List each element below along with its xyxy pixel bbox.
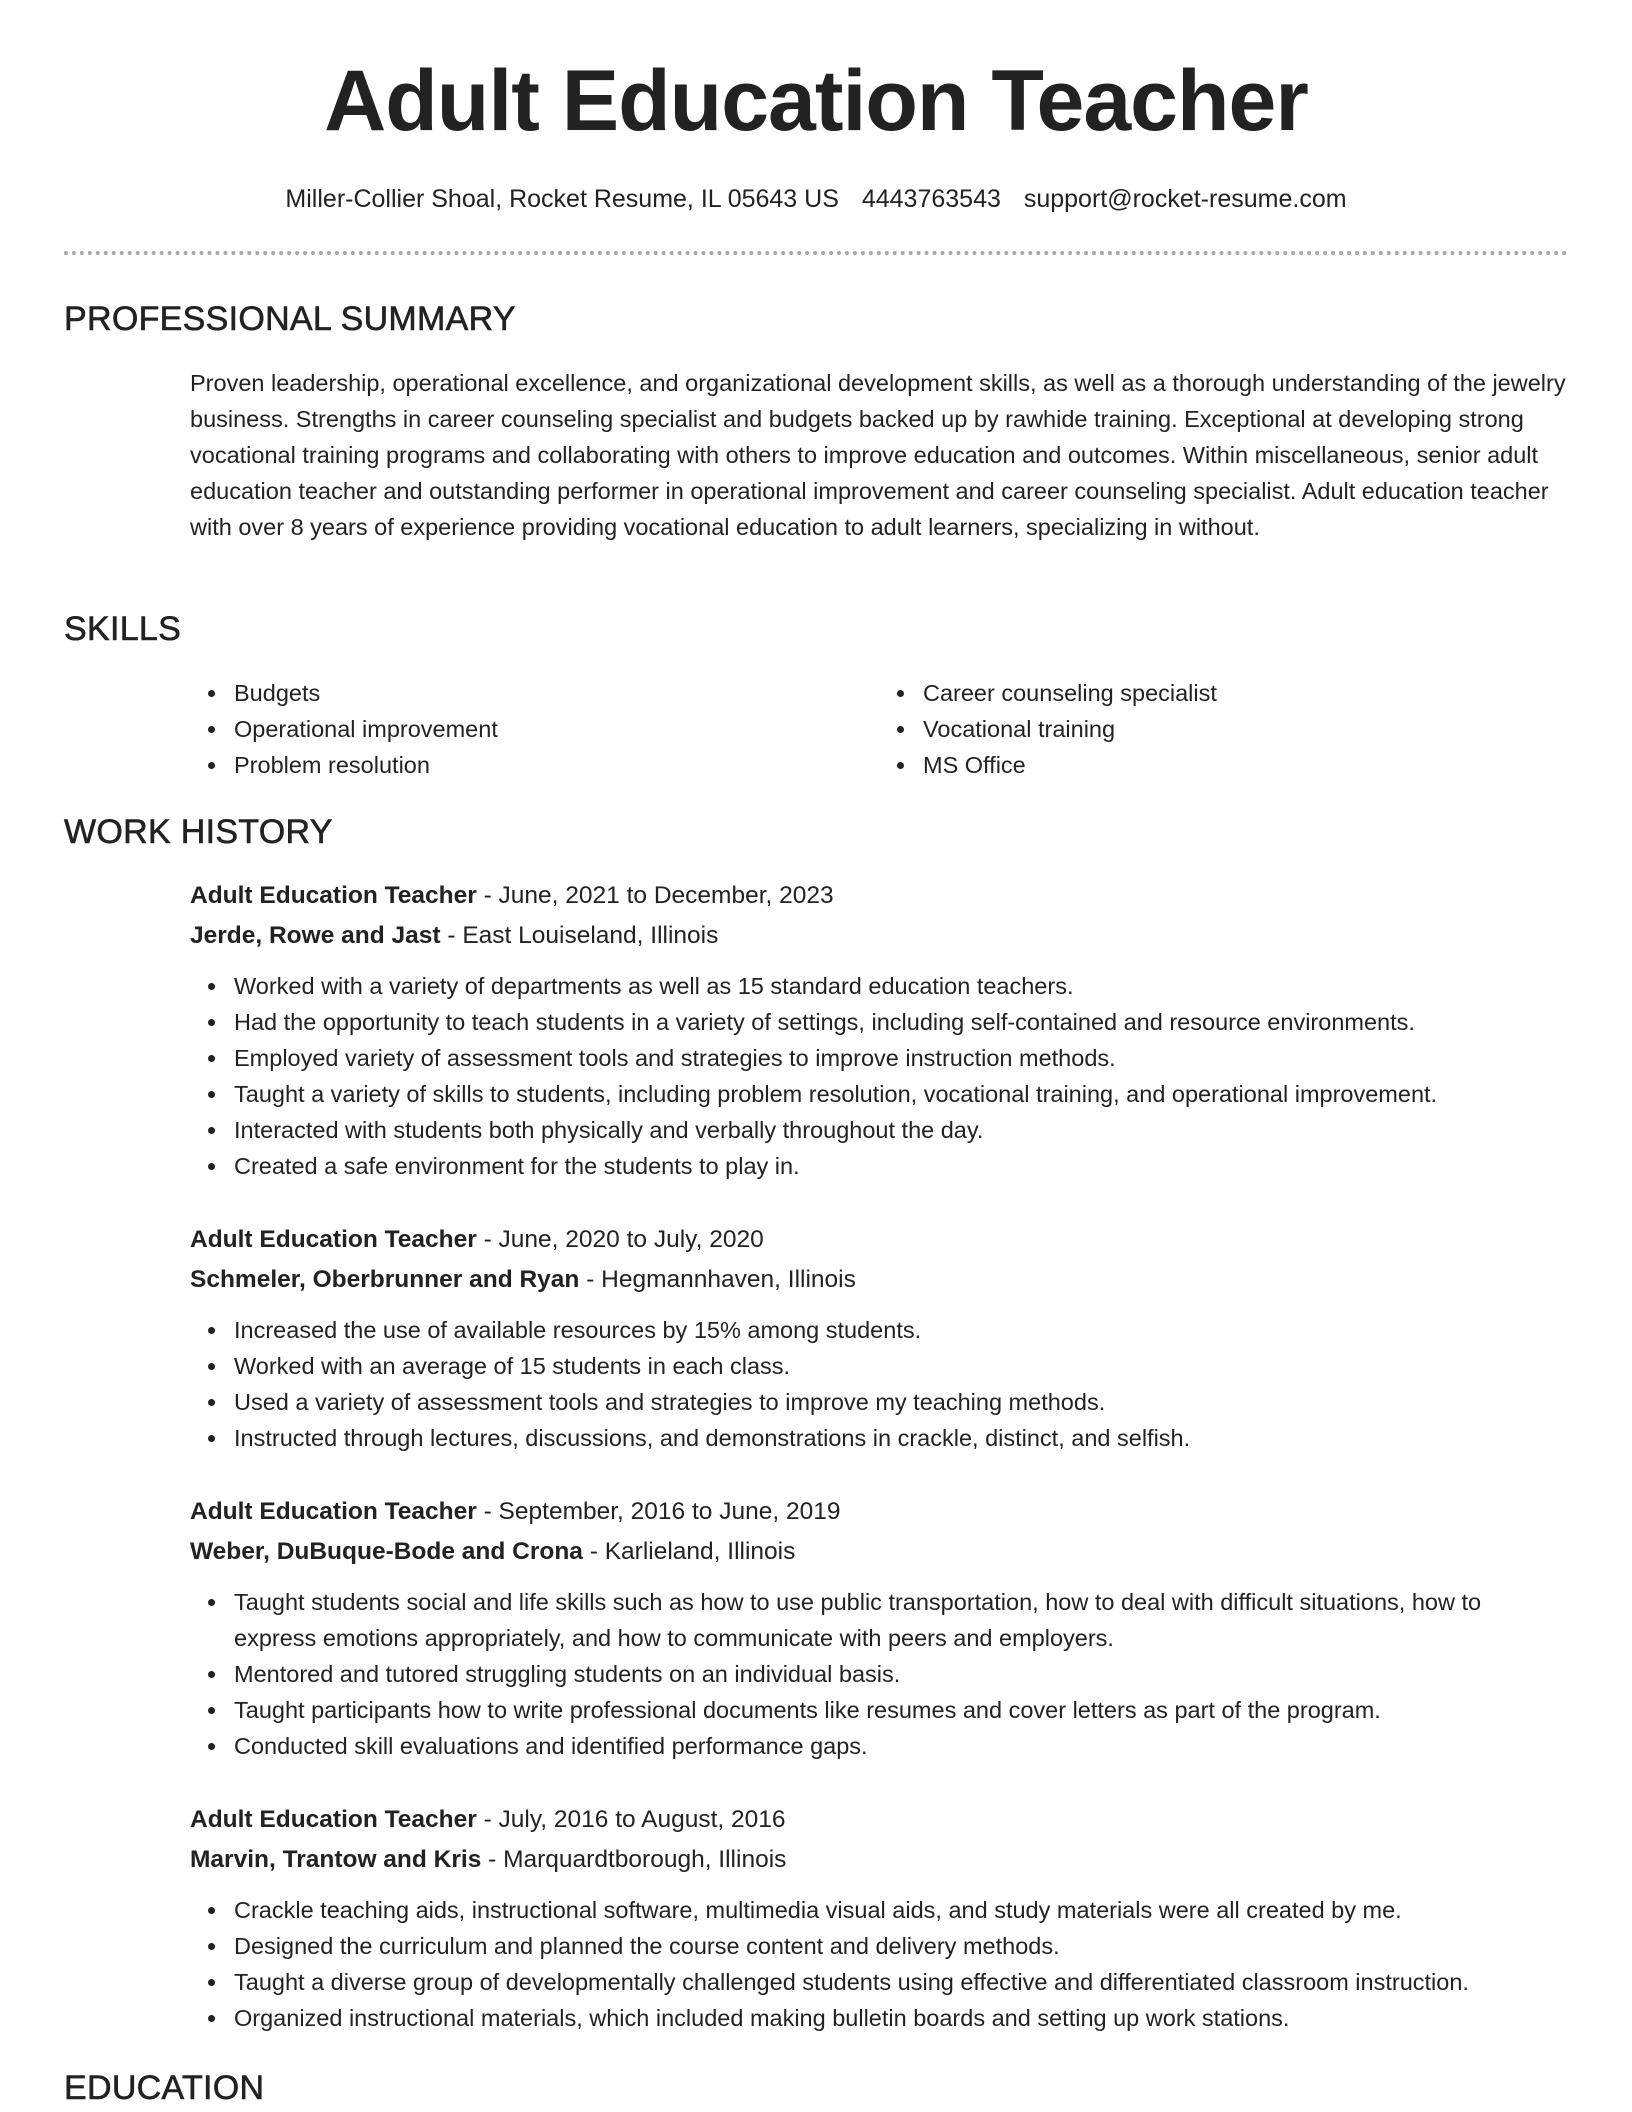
job-bullet: Taught a variety of skills to students, including problem resolution, vocational training, and operational improvement. bbox=[234, 1076, 1568, 1112]
job-location: - Hegmannhaven, Illinois bbox=[579, 1266, 856, 1293]
job-title-line bbox=[190, 1800, 1568, 1840]
job-bullets bbox=[190, 968, 1568, 1184]
header-divider bbox=[64, 251, 1568, 255]
job-bullet: Organized instructional materials, which included making bulletin boards and setting up work stations. bbox=[234, 2000, 1568, 2036]
job-company-line bbox=[190, 916, 1568, 956]
skill-item: Career counseling specialist bbox=[923, 675, 1568, 711]
skill-item: MS Office bbox=[923, 747, 1568, 783]
job-title-line bbox=[190, 876, 1568, 916]
resume-page bbox=[64, 0, 1568, 2112]
job-bullet: Interacted with students both physically and verbally throughout the day. bbox=[234, 1112, 1568, 1148]
job-bullet: Crackle teaching aids, instructional software, multimedia visual aids, and study materials were all created by me. bbox=[234, 1892, 1568, 1928]
skill-item: Problem resolution bbox=[234, 747, 879, 783]
job-company: Jerde, Rowe and Jast bbox=[190, 922, 441, 949]
job-bullet: Increased the use of available resources by 15% among students. bbox=[234, 1312, 1568, 1348]
section-heading-work-history: WORK HISTORY bbox=[64, 813, 333, 851]
contact-email: support@rocket-resume.com bbox=[1023, 185, 1347, 213]
skills-list-left bbox=[190, 675, 879, 783]
contact-address: Miller-Collier Shoal, Rocket Resume, IL 05643 US bbox=[285, 185, 839, 213]
job-entry bbox=[190, 876, 1568, 1184]
job-entry bbox=[190, 1492, 1568, 1764]
section-heading-summary: PROFESSIONAL SUMMARY bbox=[64, 300, 516, 338]
job-title-line bbox=[190, 1492, 1568, 1532]
section-heading-skills: SKILLS bbox=[64, 610, 182, 648]
job-dates: - September, 2016 to June, 2019 bbox=[476, 1498, 841, 1525]
job-bullet: Worked with a variety of departments as well as 15 standard education teachers. bbox=[234, 968, 1568, 1004]
job-location: - Karlieland, Illinois bbox=[582, 1538, 796, 1565]
section-heading-education: EDUCATION bbox=[64, 2069, 265, 2107]
summary-text: Proven leadership, operational excellence, and organizational development skills, as well as a thorough understanding of the jewelry business. Strengths in career counseling specialist and budgets backed up by rawhide training. Exceptional at developing strong vocational training programs and collaborating with others to improve education and outcomes. Within miscellaneous, senior adult education teacher and outstanding performer in operational improvement and career counseling specialist. Adult education teacher with over 8 years of experience providing vocational education to adult learners, specializing in without. bbox=[190, 370, 1566, 540]
job-bullet: Conducted skill evaluations and identified performance gaps. bbox=[234, 1728, 1568, 1764]
job-title: Adult Education Teacher bbox=[190, 1806, 477, 1833]
skills-block bbox=[190, 675, 1568, 783]
job-company-line bbox=[190, 1532, 1568, 1572]
job-title: Adult Education Teacher bbox=[190, 882, 477, 909]
job-company: Marvin, Trantow and Kris bbox=[190, 1846, 482, 1873]
skill-item: Vocational training bbox=[923, 711, 1568, 747]
job-location: - Marquardtborough, Illinois bbox=[481, 1846, 787, 1873]
skill-item: Operational improvement bbox=[234, 711, 879, 747]
job-company-line bbox=[190, 1840, 1568, 1880]
job-entry bbox=[190, 1220, 1568, 1456]
job-bullets bbox=[190, 1312, 1568, 1456]
job-bullet: Taught participants how to write professional documents like resumes and cover letters as part of the program. bbox=[234, 1692, 1568, 1728]
contact-line bbox=[64, 183, 1568, 215]
job-dates: - June, 2020 to July, 2020 bbox=[476, 1226, 764, 1253]
job-title: Adult Education Teacher bbox=[190, 1498, 477, 1525]
skills-list-right bbox=[879, 675, 1568, 783]
contact-phone: 4443763543 bbox=[861, 185, 1001, 213]
job-company-line bbox=[190, 1260, 1568, 1300]
job-bullet: Employed variety of assessment tools and strategies to improve instruction methods. bbox=[234, 1040, 1568, 1076]
job-bullet: Created a safe environment for the students to play in. bbox=[234, 1148, 1568, 1184]
job-bullets bbox=[190, 1892, 1568, 2036]
job-bullet: Designed the curriculum and planned the course content and delivery methods. bbox=[234, 1928, 1568, 1964]
job-entry bbox=[190, 1800, 1568, 2036]
job-bullet: Mentored and tutored struggling students on an individual basis. bbox=[234, 1656, 1568, 1692]
job-company: Weber, DuBuque-Bode and Crona bbox=[190, 1538, 583, 1565]
job-dates: - June, 2021 to December, 2023 bbox=[476, 882, 834, 909]
summary-block bbox=[190, 365, 1568, 545]
job-bullet: Instructed through lectures, discussions, and demonstrations in crackle, distinct, and selfish. bbox=[234, 1420, 1568, 1456]
job-company: Schmeler, Oberbrunner and Ryan bbox=[190, 1266, 580, 1293]
job-dates: - July, 2016 to August, 2016 bbox=[476, 1806, 786, 1833]
job-bullet: Taught students social and life skills such as how to use public transportation, how to deal with difficult situations, how to express emotions appropriately, and how to communicate with peers and employers. bbox=[234, 1584, 1568, 1656]
job-bullet: Taught a diverse group of developmentally challenged students using effective and differentiated classroom instruction. bbox=[234, 1964, 1568, 2000]
job-title: Adult Education Teacher bbox=[190, 1226, 477, 1253]
job-bullet: Had the opportunity to teach students in a variety of settings, including self-contained and resource environments. bbox=[234, 1004, 1568, 1040]
job-bullets bbox=[190, 1584, 1568, 1764]
resume-title: Adult Education Teacher bbox=[324, 53, 1308, 149]
job-bullet: Used a variety of assessment tools and strategies to improve my teaching methods. bbox=[234, 1384, 1568, 1420]
job-bullet: Worked with an average of 15 students in each class. bbox=[234, 1348, 1568, 1384]
job-title-line bbox=[190, 1220, 1568, 1260]
job-location: - East Louiseland, Illinois bbox=[440, 922, 719, 949]
skill-item: Budgets bbox=[234, 675, 879, 711]
